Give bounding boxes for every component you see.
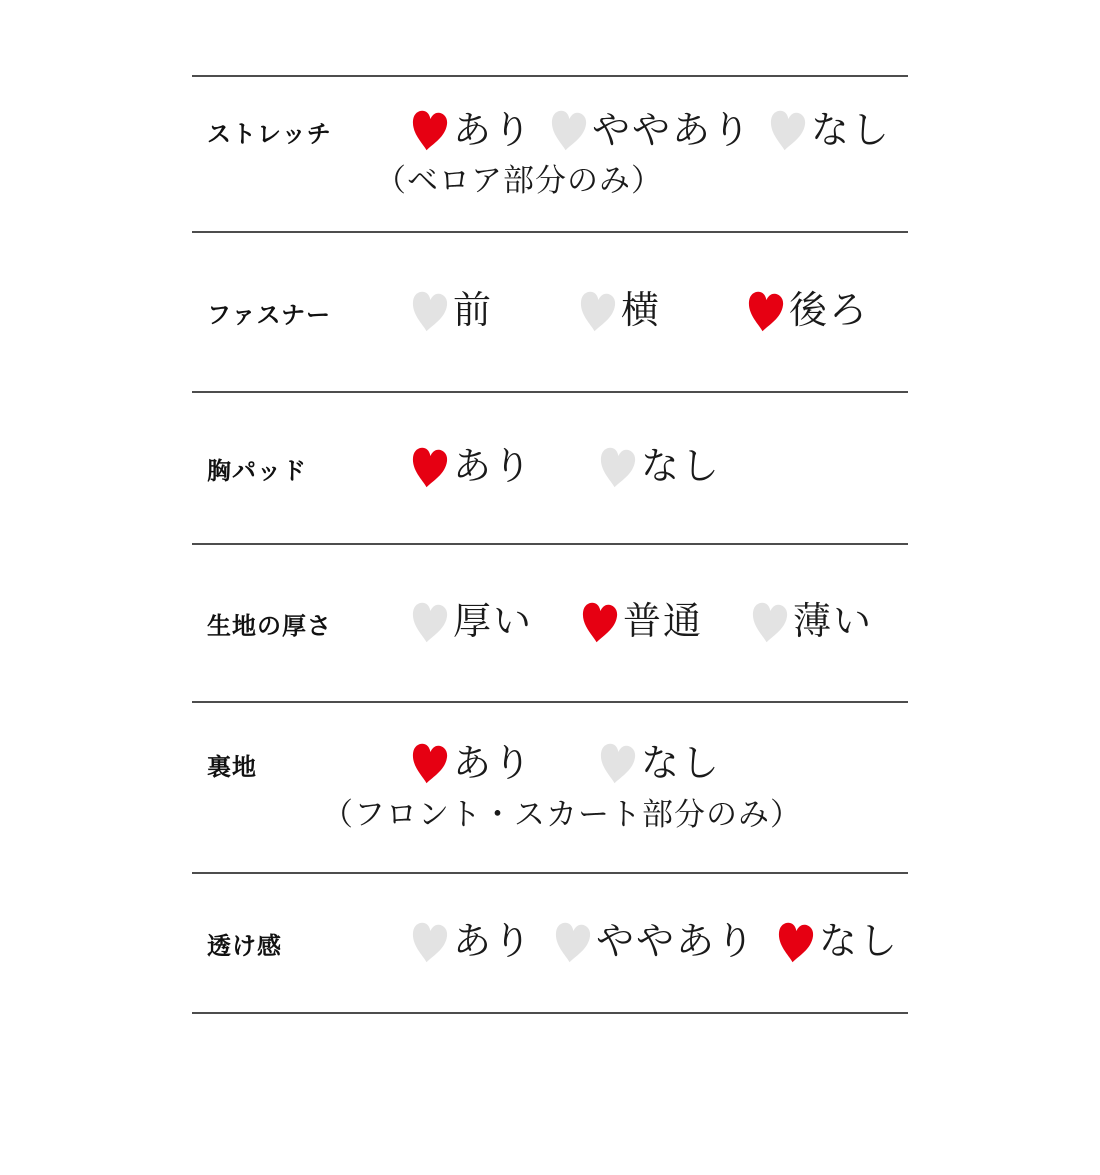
- spec-option-label: 厚い: [453, 601, 534, 644]
- spec-option: [750, 600, 873, 646]
- spec-option-label: ややあり: [592, 109, 753, 152]
- spec-option: [410, 742, 533, 788]
- spec-row-label: 透け感: [207, 932, 282, 960]
- heart-icon-unselected: [595, 739, 638, 788]
- spec-option: [580, 600, 703, 646]
- spec-option: [553, 920, 756, 966]
- spec-row-main: [207, 109, 908, 155]
- heart-icon-unselected: [407, 597, 450, 646]
- heart-icon-unselected: [407, 917, 450, 966]
- spec-row-note: （ベロア部分のみ）: [375, 163, 663, 199]
- spec-option-label: あり: [453, 921, 534, 964]
- heart-icon-unselected: [575, 286, 618, 335]
- spec-option-label: なし: [641, 743, 722, 786]
- spec-option-label: 前: [453, 290, 494, 333]
- product-spec-table: [192, 75, 908, 1014]
- heart-icon-unselected: [407, 286, 450, 335]
- spec-option: [768, 109, 891, 155]
- spec-row-label: 裏地: [207, 754, 257, 782]
- spec-row: [192, 233, 908, 393]
- spec-row-options: [410, 445, 721, 491]
- spec-option: [410, 109, 533, 155]
- spec-option: [549, 109, 752, 155]
- spec-row-options: [410, 109, 891, 155]
- heart-icon-selected: [743, 286, 786, 335]
- spec-option-label: なし: [641, 446, 722, 489]
- spec-option: [410, 445, 533, 491]
- spec-option: [776, 920, 899, 966]
- spec-row-options: [410, 920, 899, 966]
- heart-icon-unselected: [765, 106, 808, 155]
- spec-row-main: [207, 600, 908, 646]
- heart-icon-unselected: [747, 597, 790, 646]
- spec-row: [192, 703, 908, 874]
- heart-icon-unselected: [595, 442, 638, 491]
- spec-option-label: ややあり: [596, 921, 757, 964]
- spec-row-note: （フロント・スカート部分のみ）: [322, 796, 802, 832]
- spec-option: [578, 289, 661, 335]
- spec-row-main: [207, 742, 908, 788]
- spec-row-options: [410, 742, 721, 788]
- spec-option-label: 薄い: [793, 601, 874, 644]
- spec-row: [192, 874, 908, 1014]
- spec-row: [192, 393, 908, 545]
- spec-option: [410, 289, 493, 335]
- spec-option-label: なし: [811, 109, 892, 152]
- spec-row-options: [410, 289, 869, 335]
- spec-row-label: ストレッチ: [207, 120, 332, 148]
- spec-row: [192, 77, 908, 233]
- heart-icon-selected: [407, 739, 450, 788]
- spec-row-label: ファスナー: [207, 301, 332, 329]
- spec-row: [192, 545, 908, 703]
- heart-icon-selected: [577, 597, 620, 646]
- heart-icon-selected: [407, 106, 450, 155]
- spec-option-label: 後ろ: [789, 290, 870, 333]
- heart-icon-selected: [773, 917, 816, 966]
- heart-icon-unselected: [546, 106, 589, 155]
- spec-option-label: あり: [453, 109, 534, 152]
- spec-option-label: 普通: [623, 601, 704, 644]
- spec-row-main: [207, 445, 908, 491]
- spec-option-label: 横: [621, 290, 662, 333]
- spec-row-main: [207, 289, 908, 335]
- heart-icon-unselected: [550, 917, 593, 966]
- spec-row-label: 胸パッド: [207, 457, 307, 485]
- spec-option: [598, 445, 721, 491]
- spec-row-main: [207, 920, 908, 966]
- spec-option: [410, 920, 533, 966]
- heart-icon-selected: [407, 442, 450, 491]
- spec-option: [598, 742, 721, 788]
- spec-row-options: [410, 600, 873, 646]
- spec-row-label: 生地の厚さ: [207, 612, 332, 640]
- spec-option-label: あり: [453, 743, 534, 786]
- spec-option: [746, 289, 869, 335]
- spec-option-label: なし: [819, 921, 900, 964]
- spec-option: [410, 600, 533, 646]
- spec-option-label: あり: [453, 446, 534, 489]
